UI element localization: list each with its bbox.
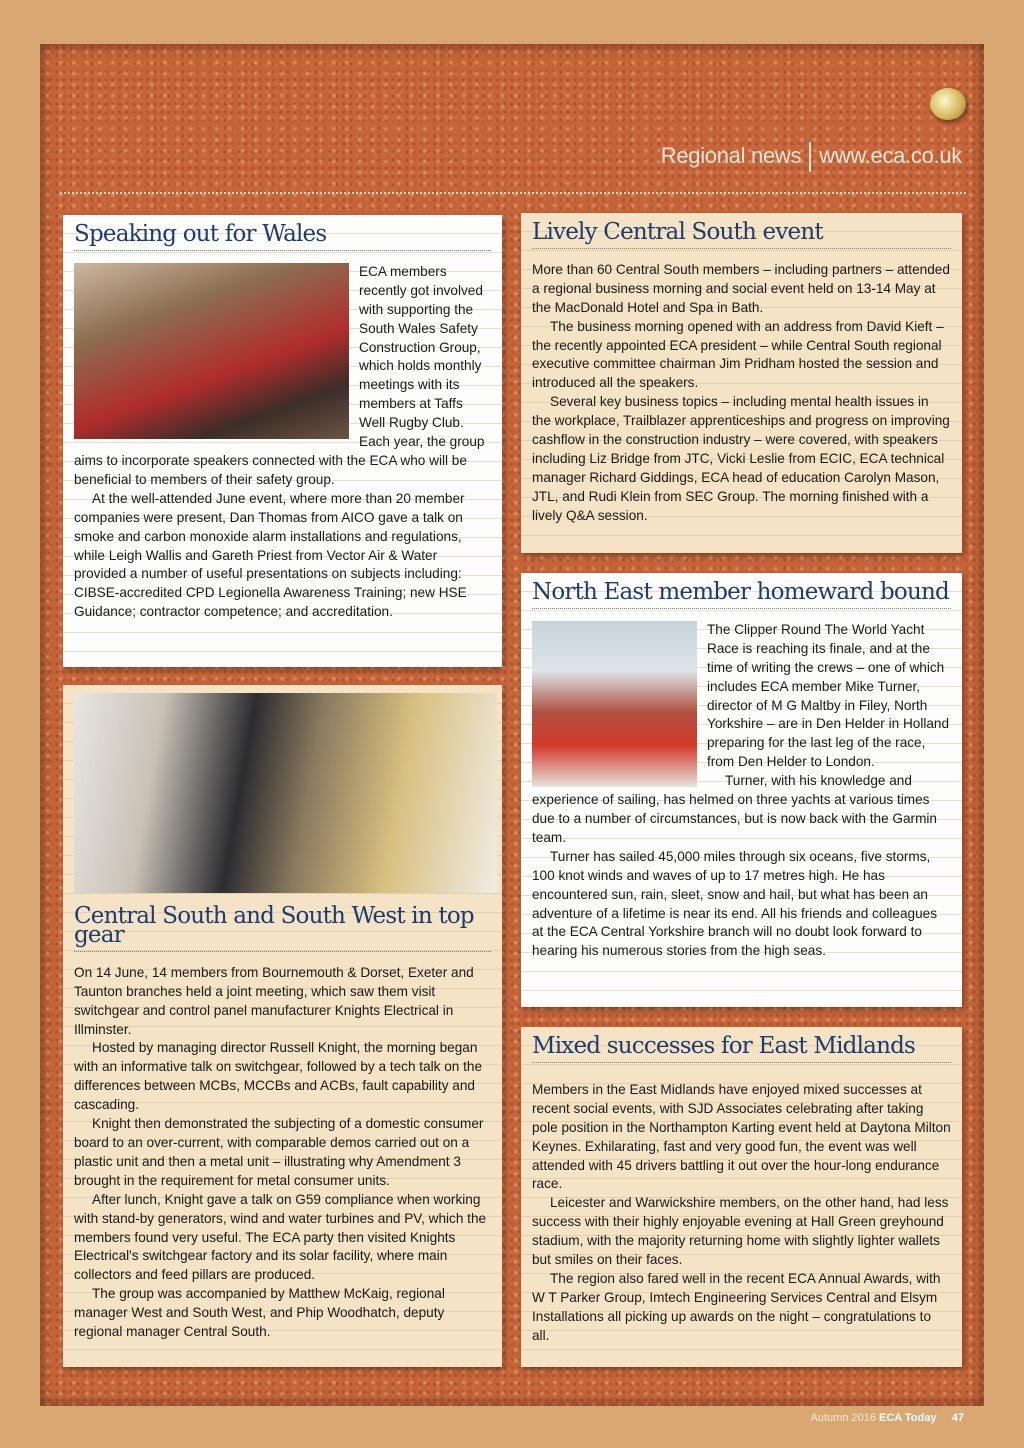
website-link[interactable]: www.eca.co.uk [819,142,962,168]
article-east-midlands [521,1027,962,1367]
paragraph: The business morning opened with an address from David Kieft – the recently appointed ECA president – while Central South regional executive committee chairman Jim Pridham hosted the session and introduced all the speakers. [532,318,944,391]
article-title: Lively Central South event [532,223,951,249]
paragraph: Several key business topics – including mental health issues in the workplace, Trailblazer apprenticeships and progress on improving cashflow in the construction industry – were covered, with speakers including Liz Bridge from JTC, Vicki Leslie from ECIC, ECA technical manager Richard Giddings, ECA head of education Carolyn Mason, JTL, and Rudi Klein from SEC Group. The morning finished with a lively Q&A session. [532,394,950,523]
paragraph: Turner has sailed 45,000 miles through six oceans, five storms, 100 knot winds and waves of up to 17 metres high. He has encountered sun, rain, sleet, snow and hail, but what has been an adventure of a lifetime is near its end. All his friends and colleagues at the ECA Central Yorkshire branch will no doubt look forward to hearing his numerous stories from the high seas. [532,848,938,959]
section-title: Regional news [660,142,802,168]
page-number: 47 [951,1412,964,1424]
paragraph: Knight then demonstrated the subjecting of a domestic consumer board to an over-current, with comparable demos carried out on a plastic unit and then a metal unit – illustrating why Amendment 3 brought in the requirement for metal consumer units. [74,1116,484,1188]
paragraph: On 14 June, 14 members from Bournemouth & Dorset, Exeter and Taunton branches held a joint meeting, which saw them visit switchgear and control panel manufacturer Knights Electrical in Illminster. [74,964,474,1037]
paragraph: Turner, with his knowledge and experience of sailing, has helmed on three yachts at various times due to a number of circumstances, but is now back with the Garmin team. [532,773,937,845]
sailor-photo [532,621,697,787]
article-title: Speaking out for Wales [74,225,491,251]
article-title: Mixed successes for East Midlands [532,1037,951,1063]
paragraph: Hosted by managing director Russell Knight, the morning began with an informative talk on switchgear, followed by a tech talk on the differences between MCBs, MCCBs and ACBs, fault capability and cascading. [74,1040,483,1113]
paragraph: ECA members recently got involved with supporting the South Wales Safety Construction Group, which holds monthly meetings with its members at Taffs Well Rugby Club. Each year, the group aims to incorporate speakers connected with the ECA who will be beneficial to members of their safety group. [74,263,485,487]
paragraph: The region also fared well in the recent ECA Annual Awards, with W T Parker Group, Imtech Engineering Services Central and Elsym Installations all picking up awards on the night – congratulations to all. [532,1270,941,1343]
article-central-south [521,213,962,553]
article-title: Central South and South West in top gear [74,907,491,952]
page-footer [811,1412,964,1424]
paragraph: After lunch, Knight gave a talk on G59 compliance when working with stand-by generators, wind and water turbines and PV, which the members found very useful. The ECA party then visited Knights Electrical's switchgear factory and its solar facility, where main collectors and feed pillars are produced. [74,1191,487,1283]
divider [60,192,966,194]
article-wales [63,215,502,667]
paragraph: The group was accompanied by Matthew McKaig, regional manager West and South West, and Phip Woodhatch, deputy regional manager Central South. [74,1286,445,1340]
pushpin-icon [930,88,966,120]
demonstration-photo [74,693,497,893]
paragraph: Leicester and Warwickshire members, on the other hand, had less success with their highly enjoyable evening at Hall Green greyhound stadium, with the majority returning home with slightly lighter wallets but smiles on their faces. [532,1195,949,1268]
paragraph: Members in the East Midlands have enjoyed mixed successes at recent social events, with SJD Associates celebrating after taking pole position in the Northampton Karting event held at Daytona Milton Keynes. Exhilarating, fast and very good fun, the event was well attended with 45 drivers battling it out over the hour-long endurance race. [532,1081,951,1192]
meeting-photo [74,263,349,439]
article-north-east [521,573,962,1007]
article-title: North East member homeward bound [532,583,951,609]
paragraph: At the well-attended June event, where more than 20 member companies were present, Dan Thomas from AICO gave a talk on smoke and carbon monoxide alarm installations and regulations, while Leigh Wallis and Gareth Priest from Vector Air & Water provided a number of useful presentations on subjects including: CIBSE-accredited CPD Legionella Awareness Training; new HSE Guidance; contractor competence; and accreditation. [74,490,467,620]
article-south-west [63,685,502,1367]
section-header [661,142,962,172]
paragraph: More than 60 Central South members – including partners – attended a regional business morning and social event held on 13-14 May at the MacDonald Hotel and Spa in Bath. [532,261,950,315]
paragraph: The Clipper Round The World Yacht Race is reaching its finale, and at the time of writing the crews – one of which includes ECA member Mike Turner, director of M G Maltby in Filey, North Yorkshire – are in Den Helder in Holland preparing for the last leg of the race, from Den Helder to London. [707,621,950,770]
magazine-name: ECA Today [879,1412,937,1424]
issue-date: Autumn 2016 [810,1412,876,1424]
